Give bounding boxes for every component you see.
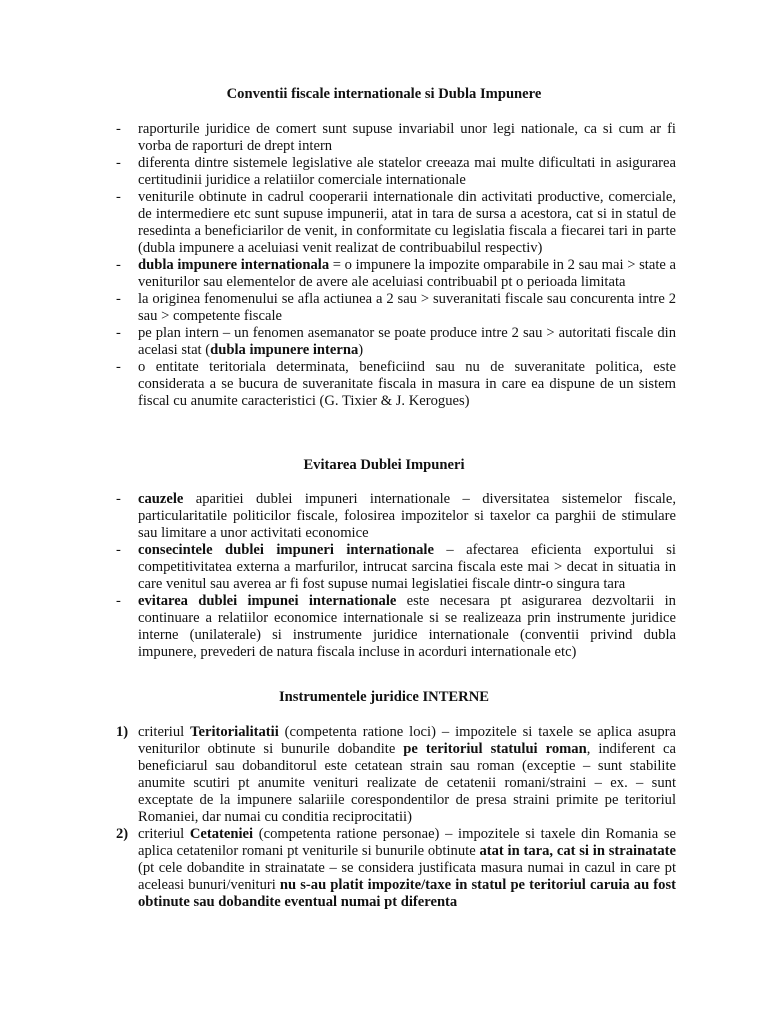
list-item bbox=[116, 291, 676, 325]
text-run: o entitate teritoriala determinata, beneficiind sau nu de suveranitate politica, este considerata a se bucura de suveranitate fiscala in masura in care ea dispune de un sistem fiscal cu anumite caracteristici (G. Tixier & J. Kerogues) bbox=[138, 359, 676, 409]
text-run: ) bbox=[358, 342, 364, 358]
list-evitarea bbox=[116, 491, 676, 661]
bullet-dash: - bbox=[116, 491, 121, 507]
text-run: veniturile obtinute in cadrul cooperarii internationale din activitati productive, comerciale, de intermediere etc sunt supuse impunerii, atat in tara de sursa a acestora, cat si in statul de resedinta a beneficiarilor de venit, in conformitate cu legislatia fiscala a fiecarei tari in parte (dubla impunere a aceluiasi venit realizat de contribuabilul respectiv) bbox=[138, 189, 676, 256]
item-text bbox=[138, 724, 676, 825]
text-run: aparitiei dublei impuneri internationale – diversitatea sistemelor fiscale, particularitatile politicilor fiscale, folosirea impozitelor si taxelor ca parghii de stimulare sau limitare a unor activitati economice bbox=[138, 491, 676, 541]
item-number: 1) bbox=[116, 724, 129, 740]
bullet-dash: - bbox=[116, 542, 121, 558]
bullet-dash: - bbox=[116, 593, 121, 609]
item-text bbox=[138, 593, 676, 660]
item-number: 2) bbox=[116, 826, 129, 842]
item-text bbox=[138, 155, 676, 188]
text-run: (competenta ratione loci) – impozitele si taxele se aplica asupra veniturilor obtinute si bunurile dobandite bbox=[138, 724, 676, 757]
text-run: = o impunere la impozite omparabile in 2 sau mai > state a veniturilor sau elementelor de avere ale aceluiasi contribuabil pt o perioada limitata bbox=[138, 257, 676, 290]
text-run: criteriul bbox=[138, 724, 191, 740]
item-text bbox=[138, 121, 676, 154]
bold-term: nu s-au platit impozite/taxe in statul pe teritoriul caruia au fost obtinute sau dobandite eventual numai pt diferenta bbox=[138, 877, 676, 910]
section-title-evitarea: Evitarea Dublei Impuneri bbox=[303, 457, 465, 473]
list-item bbox=[116, 121, 676, 155]
item-text bbox=[138, 359, 676, 409]
text-run: criteriul bbox=[138, 826, 190, 842]
text-run: pe plan intern – un fenomen asemanator se poate produce intre 2 sau > autoritati fiscale din acelasi stat ( bbox=[138, 325, 676, 358]
bold-term: cauzele bbox=[138, 491, 184, 507]
bold-term: Cetateniei bbox=[189, 826, 254, 842]
list-item bbox=[116, 542, 676, 593]
bold-term: pe teritoriul statului roman bbox=[403, 741, 587, 757]
bold-term: dubla impunere interna bbox=[210, 342, 359, 358]
text-run: este necesara pt asigurarea dezvoltarii in continuare a relatiilor economice internationale si se realizeaza prin instrumente juridice interne (unilaterale) si instrumente juridice internationale (conventii privind dubla impunere, prevederi de natura fiscala incluse in acorduri internationale etc) bbox=[138, 593, 676, 660]
list-conventii bbox=[116, 121, 676, 410]
list-item bbox=[116, 359, 676, 410]
text-run: la originea fenomenului se afla actiunea a 2 sau > suveranitati fiscale sau concurenta intre 2 sau > competente fiscale bbox=[138, 291, 676, 324]
item-text bbox=[138, 189, 676, 256]
text-run: , indiferent ca beneficiarul sau dobanditorul este cetatean strain sau roman (exceptie – sunt stabilite anumite scutiri pt anumite venituri realizate de cetatenii romani/straini – ex. – sunt exceptate de la impunere salariile corespondentilor de presa straini primite pe teritoriul Romaniei, dar numai cu conditia reciprocitatii) bbox=[138, 741, 676, 825]
list-item bbox=[116, 325, 676, 359]
item-text bbox=[138, 291, 676, 324]
list-item bbox=[116, 155, 676, 189]
item-text bbox=[138, 325, 676, 358]
bullet-dash: - bbox=[116, 325, 121, 341]
text-run: raporturile juridice de comert sunt supuse invariabil unor legi nationale, ca si cum ar fi vorba de raporturi de drept intern bbox=[138, 121, 676, 154]
item-text bbox=[138, 491, 676, 541]
bold-term: Teritorialitatii bbox=[190, 724, 279, 740]
list-instrumente bbox=[116, 724, 676, 911]
bullet-dash: - bbox=[116, 359, 121, 375]
bullet-dash: - bbox=[116, 257, 121, 273]
list-item bbox=[116, 826, 676, 911]
bold-term: dubla impunere internationala bbox=[138, 257, 330, 273]
text-run: diferenta dintre sistemele legislative ale statelor creeaza mai multe dificultati in asigurarea certitudinii juridice a relatiilor comerciale internationale bbox=[138, 155, 676, 188]
list-item bbox=[116, 257, 676, 291]
text-run: (competenta ratione personae) – impozitele si taxele din Romania se aplica cetatenilor romani pt veniturile si bunurile obtinute bbox=[138, 826, 676, 859]
item-text bbox=[138, 542, 676, 592]
bullet-dash: - bbox=[116, 291, 121, 307]
section-title-conventii: Conventii fiscale internationale si Dubla Impunere bbox=[226, 86, 542, 102]
bullet-dash: - bbox=[116, 155, 121, 171]
section-title-instrumente: Instrumentele juridice INTERNE bbox=[279, 689, 489, 705]
text-run: – afectarea eficienta exportului si competitivitatea externa a marfurilor, intrucat sarcina fiscala este mai > decat in situatia in care venitul sau averea ar fi fost supuse numai legislatiei fiscale dintr-o singura tara bbox=[138, 542, 676, 592]
list-item bbox=[116, 593, 676, 661]
item-text bbox=[138, 257, 676, 290]
bullet-dash: - bbox=[116, 121, 121, 137]
bold-term: consecintele dublei impuneri internationale bbox=[138, 542, 434, 558]
text-run: (pt cele dobandite in strainatate – se considera justificata masura numai in cazul in care pt aceleasi bunuri/venituri bbox=[138, 860, 676, 893]
item-text bbox=[138, 826, 676, 910]
bold-term: evitarea dublei impunei internationale bbox=[138, 593, 397, 609]
bold-term: atat in tara, cat si in strainatate bbox=[479, 843, 676, 859]
list-item bbox=[116, 724, 676, 826]
bullet-dash: - bbox=[116, 189, 121, 205]
list-item bbox=[116, 189, 676, 257]
list-item bbox=[116, 491, 676, 542]
